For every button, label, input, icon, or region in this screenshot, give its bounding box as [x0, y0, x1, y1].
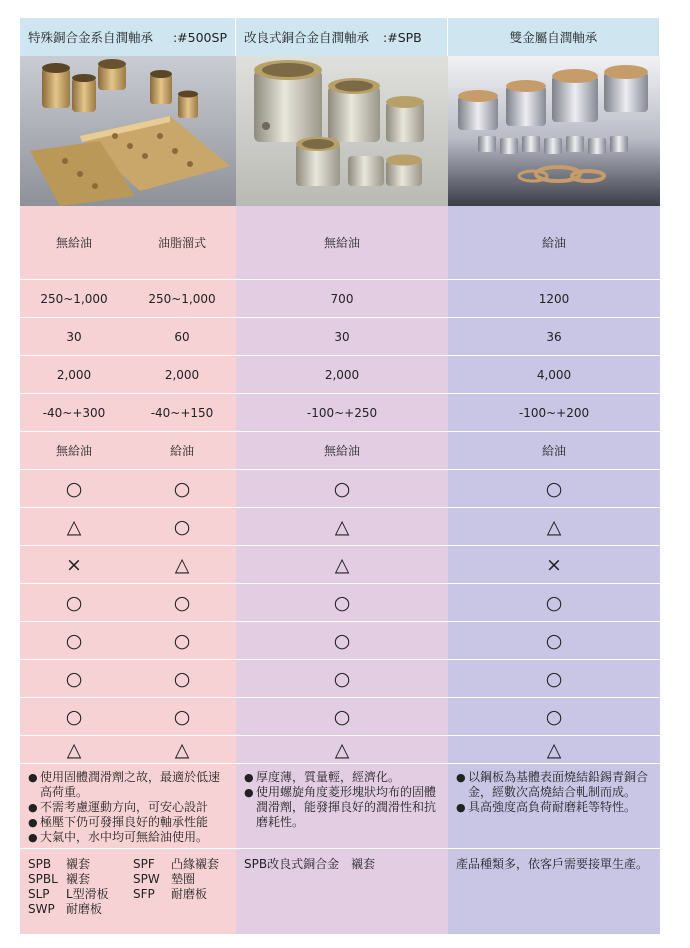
model-code: SPB [28, 857, 52, 871]
cell: 36 [546, 329, 562, 344]
cell: 2,000 [164, 367, 200, 382]
row-1 [448, 280, 660, 318]
note-item: ● 極壓下仍可發揮良好的軸承性能 [28, 815, 230, 830]
rating-symbol: △ [334, 515, 350, 538]
row-3 [448, 356, 660, 394]
model-item [28, 887, 133, 902]
note-item: ● 以鋼板為基體表面燒結鉛錫青銅合金，經數次高燒結合軋制而成。 [456, 770, 654, 800]
column-header [448, 18, 660, 56]
cell: 1200 [538, 291, 570, 306]
bearing-comparison-sheet [20, 18, 660, 934]
rating-symbol: △ [334, 553, 350, 576]
row-symbol-5 [20, 622, 236, 660]
row-4 [236, 394, 448, 432]
model-list [20, 848, 236, 917]
row-symbol-2 [20, 508, 236, 546]
rating-symbol: △ [546, 738, 562, 761]
rating-symbol: × [546, 553, 562, 576]
row-symbol-2 [448, 508, 660, 546]
rating-symbol: ○ [545, 591, 563, 614]
rating-symbol: ○ [65, 477, 83, 500]
column-body [236, 206, 448, 934]
cell: 油脂溜式 [157, 236, 206, 250]
cell: 250~1,000 [148, 291, 216, 306]
rating-symbol: ○ [333, 705, 351, 728]
row-symbol-8 [448, 736, 660, 764]
row-symbol-7 [20, 698, 236, 736]
row-symbol-5 [236, 622, 448, 660]
note-item: ● 使用固體潤滑劑之故，最適於低速高荷重。 [28, 770, 230, 800]
rating-symbol: ○ [173, 591, 191, 614]
cell: 無給油 [323, 236, 360, 250]
row-symbol-1 [236, 470, 448, 508]
rating-symbol: ○ [333, 477, 351, 500]
feature-notes [448, 766, 660, 815]
column-header [236, 18, 448, 56]
cell: 無給油 [55, 236, 92, 250]
note-item: ● 具高強度高負荷耐磨耗等特性。 [456, 800, 654, 815]
column-bimetal [448, 18, 660, 934]
row-2 [236, 318, 448, 356]
row-symbol-8 [236, 736, 448, 764]
model-list [236, 848, 448, 872]
rating-symbol: ○ [545, 629, 563, 652]
rating-symbol: ○ [333, 591, 351, 614]
row-5 [236, 432, 448, 470]
row-symbol-6 [20, 660, 236, 698]
rating-symbol: ○ [545, 667, 563, 690]
product-photo-improved-alloy [236, 56, 448, 206]
column-code: :#SPB [383, 29, 422, 45]
rating-symbol: △ [334, 738, 350, 761]
row-lubrication [236, 206, 448, 280]
model-item [133, 887, 244, 902]
row-symbol-4 [448, 584, 660, 622]
rating-symbol: ○ [173, 515, 191, 538]
product-photo-bimetal [448, 56, 660, 206]
row-symbol-7 [236, 698, 448, 736]
product-photo-special-alloy [20, 56, 236, 206]
rating-symbol: ○ [65, 705, 83, 728]
row-symbol-8 [20, 736, 236, 764]
model-item [28, 857, 133, 872]
cell: 2,000 [56, 367, 92, 382]
row-1 [236, 280, 448, 318]
row-symbol-1 [448, 470, 660, 508]
row-3 [236, 356, 448, 394]
model-item [28, 872, 133, 887]
rating-symbol: △ [174, 553, 190, 576]
cell: 給油 [169, 444, 194, 458]
row-4 [20, 394, 236, 432]
model-name: 襯套 [66, 872, 91, 886]
column-improved-copper-alloy [236, 18, 448, 934]
model-code: SPW [133, 872, 160, 886]
model-item [133, 872, 244, 887]
note-item: ● 使用螺旋角度菱形塊狀均布的固體潤滑劑，能發揮良好的潤滑性和抗磨耗性。 [244, 785, 442, 830]
model-list [448, 848, 660, 872]
model-code: SPF [133, 857, 155, 871]
cell: -100~+250 [306, 405, 378, 420]
rating-symbol: × [66, 553, 82, 576]
model-name: 耐磨板 [66, 902, 103, 916]
cell: 4,000 [536, 367, 572, 382]
row-symbol-4 [20, 584, 236, 622]
note-item: ● 不需考慮運動方向，可安心設計 [28, 800, 230, 815]
model-name: 墊圈 [171, 872, 196, 886]
rating-symbol: ○ [545, 705, 563, 728]
model-item: SPB改良式銅合金 襯套 [244, 857, 376, 871]
model-name: 襯套 [66, 857, 91, 871]
cell: 700 [330, 291, 354, 306]
row-4 [448, 394, 660, 432]
rating-symbol: △ [174, 738, 190, 761]
rating-symbol: ○ [173, 667, 191, 690]
column-body [20, 206, 236, 934]
rating-symbol: ○ [65, 667, 83, 690]
rating-symbol: ○ [545, 477, 563, 500]
rating-symbol: ○ [333, 667, 351, 690]
cell: -40~+300 [42, 405, 106, 420]
cell: 無給油 [323, 444, 360, 458]
column-code: :#500SP [172, 29, 227, 45]
row-5 [448, 432, 660, 470]
row-5 [20, 432, 236, 470]
cell: 無給油 [55, 444, 92, 458]
row-symbol-3 [448, 546, 660, 584]
rating-symbol: ○ [173, 705, 191, 728]
rating-symbol: ○ [173, 477, 191, 500]
rating-symbol: ○ [173, 629, 191, 652]
model-item [28, 902, 133, 917]
row-symbol-6 [236, 660, 448, 698]
model-code: SWP [28, 902, 55, 916]
model-code: SLP [28, 887, 50, 901]
cell: 30 [334, 329, 350, 344]
cell: 60 [174, 329, 190, 344]
note-item: ● 大氣中，水中均可無給油使用。 [28, 830, 230, 845]
cell: -40~+150 [150, 405, 214, 420]
model-name: L型滑板 [66, 887, 109, 901]
model-item [133, 857, 244, 872]
row-symbol-3 [236, 546, 448, 584]
row-2 [448, 318, 660, 356]
column-special-copper-alloy [20, 18, 236, 934]
feature-notes [20, 766, 236, 845]
row-symbol-4 [236, 584, 448, 622]
rating-symbol: ○ [333, 629, 351, 652]
column-title: 雙金屬自潤軸承 [509, 30, 598, 45]
cell: 2,000 [324, 367, 360, 382]
row-1 [20, 280, 236, 318]
row-symbol-6 [448, 660, 660, 698]
row-symbol-1 [20, 470, 236, 508]
model-code: SFP [133, 887, 155, 901]
row-2 [20, 318, 236, 356]
note-item: ● 厚度薄，質量輕，經濟化。 [244, 770, 442, 785]
column-title: 特殊銅合金系自潤軸承 [28, 30, 154, 45]
cell: 30 [66, 329, 82, 344]
row-lubrication [448, 206, 660, 280]
row-symbol-2 [236, 508, 448, 546]
rating-symbol: △ [66, 738, 82, 761]
model-name: 凸緣襯套 [171, 857, 220, 871]
row-symbol-3 [20, 546, 236, 584]
cell: 250~1,000 [40, 291, 108, 306]
model-name: 耐磨板 [171, 887, 208, 901]
rating-symbol: △ [66, 515, 82, 538]
cell: -100~+200 [518, 405, 590, 420]
model-item: 產品種類多，依客戶需要接單生產。 [456, 857, 649, 871]
column-body [448, 206, 660, 934]
rating-symbol: ○ [65, 629, 83, 652]
row-3 [20, 356, 236, 394]
column-header [20, 18, 236, 56]
rating-symbol: ○ [65, 591, 83, 614]
row-symbol-7 [448, 698, 660, 736]
rating-symbol: △ [546, 515, 562, 538]
cell: 給油 [541, 444, 566, 458]
cell: 給油 [541, 236, 566, 250]
row-lubrication [20, 206, 236, 280]
model-code: SPBL [28, 872, 58, 886]
row-symbol-5 [448, 622, 660, 660]
feature-notes [236, 766, 448, 830]
column-title: 改良式銅合金自潤軸承 [244, 30, 370, 45]
